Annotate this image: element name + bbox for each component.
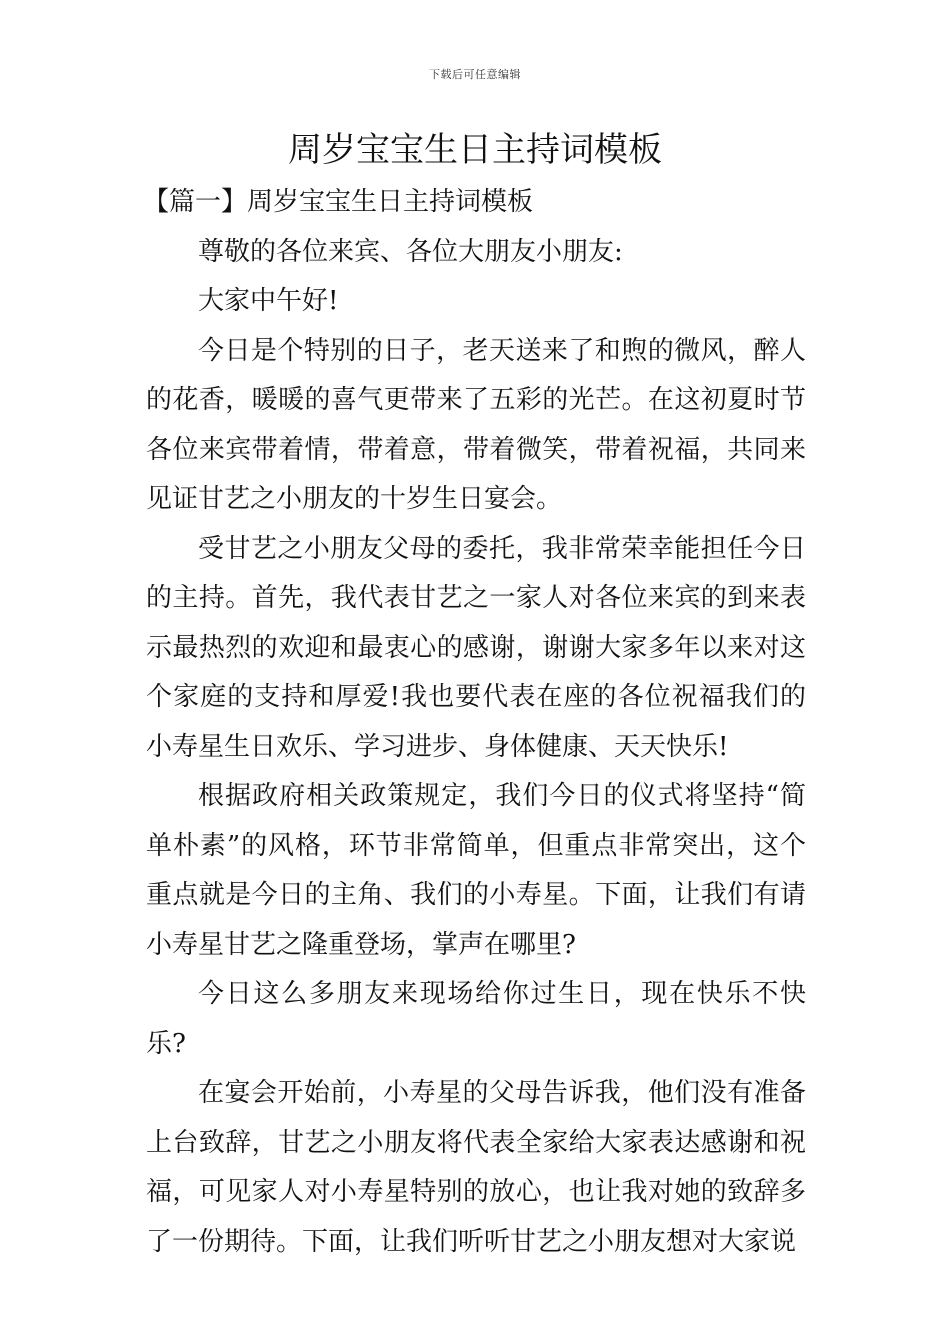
paragraph-host-welcome: 受甘艺之小朋友父母的委托，我非常荣幸能担任今日的主持。首先，我代表甘艺之一家人对各位来宾的到来表示最热烈的欢迎和最衷心的感谢，谢谢大家多年以来对这个家庭的支持和厚爱!我也要代表在座的各位祝福我们的小寿星生日欢乐、学习进步、身体健康、天天快乐! <box>146 533 806 762</box>
paragraph-special-day: 今日是个特别的日子，老天送来了和煦的微风，醉人的花香，暖暖的喜气更带来了五彩的光芒。在这初夏时节各位来宾带着情，带着意，带着微笑，带着祝福，共同来见证甘艺之小朋友的十岁生日宴会。 <box>146 335 806 514</box>
paragraph-ceremony-style: 根据政府相关政策规定，我们今日的仪式将坚持“简单朴素”的风格，环节非常简单，但重点非常突出，这个重点就是今日的主角、我们的小寿星。下面，让我们有请小寿星甘艺之隆重登场，掌声在哪里? <box>146 781 806 960</box>
paragraph-question: 今日这么多朋友来现场给你过生日，现在快乐不快乐? <box>146 979 806 1059</box>
paragraph-good-noon: 大家中午好! <box>198 286 339 316</box>
section-heading: 【篇一】周岁宝宝生日主持词模板 <box>143 187 534 217</box>
paragraph-speech-intro: 在宴会开始前，小寿星的父母告诉我，他们没有准备上台致辞，甘艺之小朋友将代表全家给大家表达感谢和祝福，可见家人对小寿星特别的放心，也让我对她的致辞多了一份期待。下面，让我们听听甘艺之小朋友想对大家说 <box>146 1078 806 1257</box>
document-body <box>143 178 806 1267</box>
document-title: 周岁宝宝生日主持词模板 <box>288 130 662 170</box>
paragraph-greeting: 尊敬的各位来宾、各位大朋友小朋友: <box>198 236 623 267</box>
header-note: 下载后可任意编辑 <box>429 68 521 81</box>
